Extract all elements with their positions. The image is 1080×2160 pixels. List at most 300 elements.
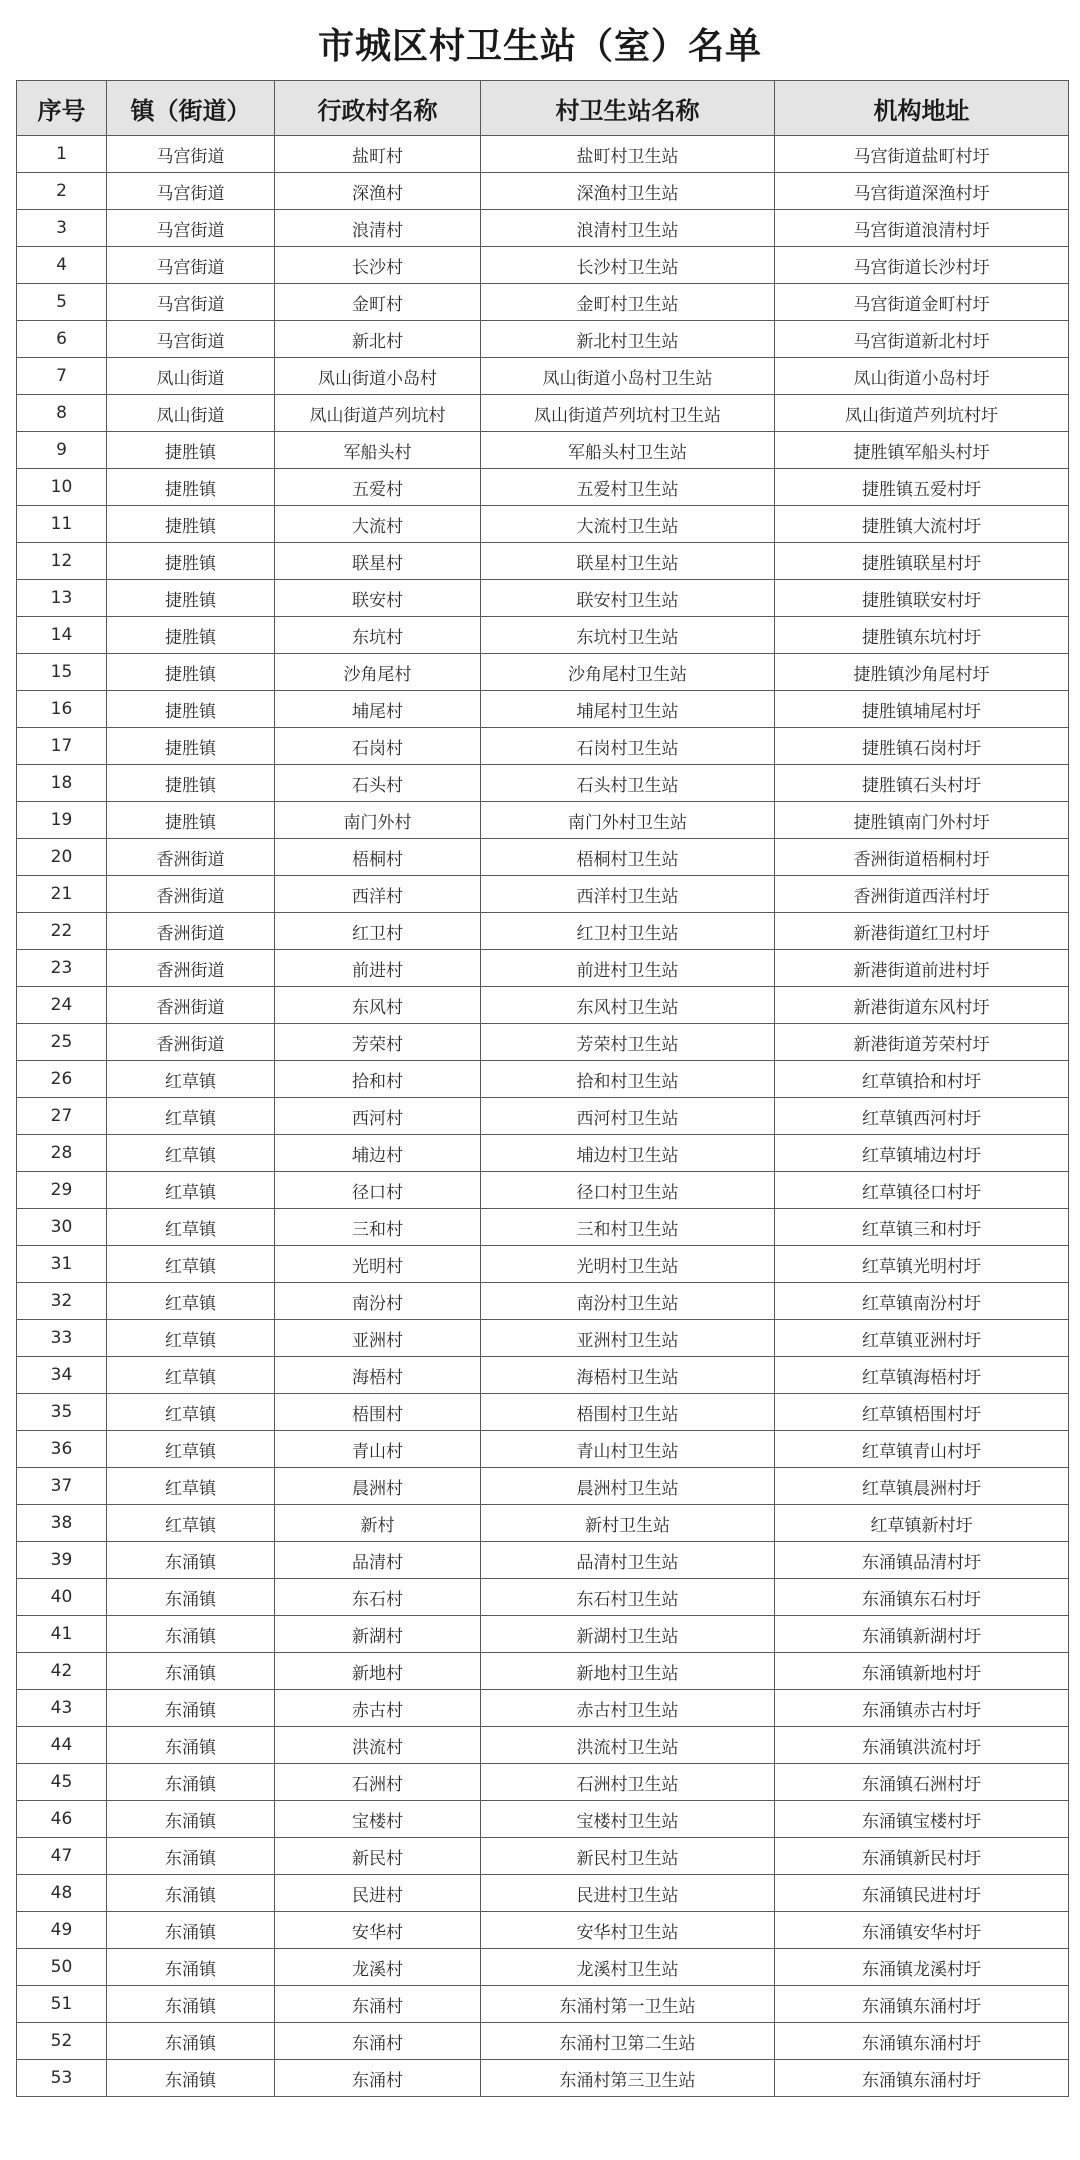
village-cell: 龙溪村: [275, 1949, 481, 1986]
address-cell: 东涌镇宝楼村圩: [775, 1801, 1069, 1838]
row-index-cell: 13: [17, 580, 107, 617]
village-cell: 埔尾村: [275, 691, 481, 728]
table-row: [17, 358, 1069, 395]
table-row: [17, 210, 1069, 247]
address-cell: 香洲街道西洋村圩: [775, 876, 1069, 913]
station-name-cell: 赤古村卫生站: [481, 1690, 775, 1727]
row-index-cell: 31: [17, 1246, 107, 1283]
town-cell: 红草镇: [107, 1431, 275, 1468]
village-cell: 拾和村: [275, 1061, 481, 1098]
town-cell: 马宫街道: [107, 210, 275, 247]
town-cell: 东涌镇: [107, 1838, 275, 1875]
station-name-cell: 光明村卫生站: [481, 1246, 775, 1283]
row-index-cell: 45: [17, 1764, 107, 1801]
town-cell: 东涌镇: [107, 1727, 275, 1764]
address-cell: 东涌镇石洲村圩: [775, 1764, 1069, 1801]
village-cell: 梧围村: [275, 1394, 481, 1431]
row-index-cell: 51: [17, 1986, 107, 2023]
village-cell: 联星村: [275, 543, 481, 580]
village-cell: 五爱村: [275, 469, 481, 506]
town-cell: 捷胜镇: [107, 802, 275, 839]
row-index-cell: 11: [17, 506, 107, 543]
table-row: [17, 136, 1069, 173]
table-row: [17, 2023, 1069, 2060]
address-cell: 红草镇亚洲村圩: [775, 1320, 1069, 1357]
station-name-cell: 西河村卫生站: [481, 1098, 775, 1135]
row-index-cell: 48: [17, 1875, 107, 1912]
station-name-cell: 南门外村卫生站: [481, 802, 775, 839]
town-cell: 捷胜镇: [107, 691, 275, 728]
row-index-cell: 24: [17, 987, 107, 1024]
town-cell: 马宫街道: [107, 173, 275, 210]
station-name-cell: 新村卫生站: [481, 1505, 775, 1542]
table-row: [17, 432, 1069, 469]
table-row: [17, 1727, 1069, 1764]
table-row: [17, 1801, 1069, 1838]
address-cell: 马宫街道新北村圩: [775, 321, 1069, 358]
station-name-cell: 大流村卫生站: [481, 506, 775, 543]
column-header-address: 机构地址: [775, 81, 1069, 136]
address-cell: 红草镇青山村圩: [775, 1431, 1069, 1468]
table-row: [17, 1912, 1069, 1949]
town-cell: 东涌镇: [107, 1653, 275, 1690]
table-row: [17, 1616, 1069, 1653]
village-cell: 赤古村: [275, 1690, 481, 1727]
town-cell: 香洲街道: [107, 876, 275, 913]
table-row: [17, 284, 1069, 321]
address-cell: 红草镇径口村圩: [775, 1172, 1069, 1209]
address-cell: 东涌镇东涌村圩: [775, 2023, 1069, 2060]
address-cell: 红草镇梧围村圩: [775, 1394, 1069, 1431]
row-index-cell: 12: [17, 543, 107, 580]
town-cell: 红草镇: [107, 1098, 275, 1135]
village-cell: 凤山街道小岛村: [275, 358, 481, 395]
town-cell: 东涌镇: [107, 1579, 275, 1616]
village-cell: 新村: [275, 1505, 481, 1542]
address-cell: 捷胜镇东坑村圩: [775, 617, 1069, 654]
address-cell: 马宫街道浪清村圩: [775, 210, 1069, 247]
table-row: [17, 1209, 1069, 1246]
station-name-cell: 三和村卫生站: [481, 1209, 775, 1246]
row-index-cell: 15: [17, 654, 107, 691]
row-index-cell: 4: [17, 247, 107, 284]
station-name-cell: 石头村卫生站: [481, 765, 775, 802]
row-index-cell: 46: [17, 1801, 107, 1838]
town-cell: 捷胜镇: [107, 432, 275, 469]
village-cell: 三和村: [275, 1209, 481, 1246]
town-cell: 香洲街道: [107, 839, 275, 876]
village-cell: 凤山街道芦列坑村: [275, 395, 481, 432]
table-row: [17, 839, 1069, 876]
address-cell: 马宫街道盐町村圩: [775, 136, 1069, 173]
town-cell: 东涌镇: [107, 1949, 275, 1986]
row-index-cell: 3: [17, 210, 107, 247]
clinic-list-table: [16, 80, 1069, 2097]
village-cell: 联安村: [275, 580, 481, 617]
town-cell: 东涌镇: [107, 1912, 275, 1949]
row-index-cell: 18: [17, 765, 107, 802]
village-cell: 青山村: [275, 1431, 481, 1468]
address-cell: 东涌镇新地村圩: [775, 1653, 1069, 1690]
town-cell: 东涌镇: [107, 1542, 275, 1579]
station-name-cell: 浪清村卫生站: [481, 210, 775, 247]
row-index-cell: 41: [17, 1616, 107, 1653]
row-index-cell: 23: [17, 950, 107, 987]
table-row: [17, 617, 1069, 654]
village-cell: 浪清村: [275, 210, 481, 247]
column-header-village: 行政村名称: [275, 81, 481, 136]
town-cell: 红草镇: [107, 1505, 275, 1542]
station-name-cell: 东涌村第一卫生站: [481, 1986, 775, 2023]
station-name-cell: 晨洲村卫生站: [481, 1468, 775, 1505]
station-name-cell: 品清村卫生站: [481, 1542, 775, 1579]
row-index-cell: 40: [17, 1579, 107, 1616]
town-cell: 红草镇: [107, 1172, 275, 1209]
town-cell: 捷胜镇: [107, 469, 275, 506]
address-cell: 东涌镇东石村圩: [775, 1579, 1069, 1616]
table-header-row: [17, 81, 1069, 136]
row-index-cell: 21: [17, 876, 107, 913]
station-name-cell: 东涌村卫第二生站: [481, 2023, 775, 2060]
page-title: 市城区村卫生站（室）名单: [317, 26, 762, 67]
town-cell: 捷胜镇: [107, 728, 275, 765]
row-index-cell: 39: [17, 1542, 107, 1579]
station-name-cell: 石洲村卫生站: [481, 1764, 775, 1801]
address-cell: 捷胜镇大流村圩: [775, 506, 1069, 543]
row-index-cell: 6: [17, 321, 107, 358]
table-row: [17, 1986, 1069, 2023]
town-cell: 马宫街道: [107, 247, 275, 284]
station-name-cell: 新湖村卫生站: [481, 1616, 775, 1653]
row-index-cell: 14: [17, 617, 107, 654]
table-row: [17, 950, 1069, 987]
address-cell: 东涌镇洪流村圩: [775, 1727, 1069, 1764]
station-name-cell: 拾和村卫生站: [481, 1061, 775, 1098]
town-cell: 捷胜镇: [107, 654, 275, 691]
address-cell: 红草镇晨洲村圩: [775, 1468, 1069, 1505]
town-cell: 凤山街道: [107, 395, 275, 432]
town-cell: 红草镇: [107, 1394, 275, 1431]
village-cell: 西洋村: [275, 876, 481, 913]
station-name-cell: 盐町村卫生站: [481, 136, 775, 173]
row-index-cell: 53: [17, 2060, 107, 2097]
village-cell: 亚洲村: [275, 1320, 481, 1357]
station-name-cell: 新北村卫生站: [481, 321, 775, 358]
table-row: [17, 1246, 1069, 1283]
address-cell: 马宫街道长沙村圩: [775, 247, 1069, 284]
row-index-cell: 26: [17, 1061, 107, 1098]
station-name-cell: 宝楼村卫生站: [481, 1801, 775, 1838]
station-name-cell: 径口村卫生站: [481, 1172, 775, 1209]
table-row: [17, 1653, 1069, 1690]
row-index-cell: 17: [17, 728, 107, 765]
row-index-cell: 35: [17, 1394, 107, 1431]
village-cell: 长沙村: [275, 247, 481, 284]
village-cell: 东涌村: [275, 2023, 481, 2060]
town-cell: 捷胜镇: [107, 543, 275, 580]
village-cell: 东坑村: [275, 617, 481, 654]
table-row: [17, 1283, 1069, 1320]
row-index-cell: 42: [17, 1653, 107, 1690]
column-header-index: 序号: [17, 81, 107, 136]
table-row: [17, 1098, 1069, 1135]
table-row: [17, 469, 1069, 506]
village-cell: 晨洲村: [275, 1468, 481, 1505]
table-row: [17, 506, 1069, 543]
village-cell: 盐町村: [275, 136, 481, 173]
table-row: [17, 1764, 1069, 1801]
station-name-cell: 长沙村卫生站: [481, 247, 775, 284]
address-cell: 香洲街道梧桐村圩: [775, 839, 1069, 876]
village-cell: 梧桐村: [275, 839, 481, 876]
village-cell: 军船头村: [275, 432, 481, 469]
table-row: [17, 765, 1069, 802]
row-index-cell: 20: [17, 839, 107, 876]
town-cell: 马宫街道: [107, 136, 275, 173]
row-index-cell: 29: [17, 1172, 107, 1209]
village-cell: 东石村: [275, 1579, 481, 1616]
address-cell: 东涌镇民进村圩: [775, 1875, 1069, 1912]
table-row: [17, 876, 1069, 913]
address-cell: 捷胜镇石头村圩: [775, 765, 1069, 802]
station-name-cell: 深渔村卫生站: [481, 173, 775, 210]
address-cell: 红草镇埔边村圩: [775, 1135, 1069, 1172]
station-name-cell: 军船头村卫生站: [481, 432, 775, 469]
address-cell: 红草镇光明村圩: [775, 1246, 1069, 1283]
town-cell: 东涌镇: [107, 1875, 275, 1912]
table-row: [17, 802, 1069, 839]
row-index-cell: 5: [17, 284, 107, 321]
town-cell: 红草镇: [107, 1209, 275, 1246]
town-cell: 东涌镇: [107, 2023, 275, 2060]
table-body: [17, 136, 1069, 2097]
table-row: [17, 543, 1069, 580]
row-index-cell: 44: [17, 1727, 107, 1764]
town-cell: 东涌镇: [107, 2060, 275, 2097]
address-cell: 东涌镇赤古村圩: [775, 1690, 1069, 1727]
station-name-cell: 联星村卫生站: [481, 543, 775, 580]
village-cell: 红卫村: [275, 913, 481, 950]
table-row: [17, 580, 1069, 617]
address-cell: 凤山街道小岛村圩: [775, 358, 1069, 395]
station-name-cell: 石岗村卫生站: [481, 728, 775, 765]
village-cell: 新湖村: [275, 1616, 481, 1653]
table-row: [17, 1690, 1069, 1727]
town-cell: 捷胜镇: [107, 580, 275, 617]
village-cell: 宝楼村: [275, 1801, 481, 1838]
village-cell: 深渔村: [275, 173, 481, 210]
village-cell: 沙角尾村: [275, 654, 481, 691]
table-row: [17, 1542, 1069, 1579]
table-row: [17, 1357, 1069, 1394]
station-name-cell: 安华村卫生站: [481, 1912, 775, 1949]
row-index-cell: 52: [17, 2023, 107, 2060]
row-index-cell: 33: [17, 1320, 107, 1357]
town-cell: 红草镇: [107, 1468, 275, 1505]
station-name-cell: 联安村卫生站: [481, 580, 775, 617]
row-index-cell: 38: [17, 1505, 107, 1542]
row-index-cell: 1: [17, 136, 107, 173]
town-cell: 东涌镇: [107, 1616, 275, 1653]
village-cell: 前进村: [275, 950, 481, 987]
village-cell: 新北村: [275, 321, 481, 358]
town-cell: 红草镇: [107, 1135, 275, 1172]
row-index-cell: 36: [17, 1431, 107, 1468]
address-cell: 红草镇西河村圩: [775, 1098, 1069, 1135]
address-cell: 东涌镇东涌村圩: [775, 2060, 1069, 2097]
village-cell: 石岗村: [275, 728, 481, 765]
village-cell: 南汾村: [275, 1283, 481, 1320]
address-cell: 新港街道红卫村圩: [775, 913, 1069, 950]
town-cell: 凤山街道: [107, 358, 275, 395]
address-cell: 东涌镇品清村圩: [775, 1542, 1069, 1579]
village-cell: 品清村: [275, 1542, 481, 1579]
station-name-cell: 南汾村卫生站: [481, 1283, 775, 1320]
station-name-cell: 前进村卫生站: [481, 950, 775, 987]
table-row: [17, 1875, 1069, 1912]
row-index-cell: 34: [17, 1357, 107, 1394]
row-index-cell: 43: [17, 1690, 107, 1727]
table-row: [17, 913, 1069, 950]
town-cell: 捷胜镇: [107, 506, 275, 543]
town-cell: 马宫街道: [107, 321, 275, 358]
station-name-cell: 金町村卫生站: [481, 284, 775, 321]
village-cell: 东涌村: [275, 2060, 481, 2097]
address-cell: 捷胜镇军船头村圩: [775, 432, 1069, 469]
row-index-cell: 47: [17, 1838, 107, 1875]
row-index-cell: 19: [17, 802, 107, 839]
address-cell: 红草镇拾和村圩: [775, 1061, 1069, 1098]
table-row: [17, 691, 1069, 728]
table-row: [17, 1061, 1069, 1098]
table-row: [17, 1394, 1069, 1431]
town-cell: 香洲街道: [107, 1024, 275, 1061]
town-cell: 东涌镇: [107, 1986, 275, 2023]
address-cell: 东涌镇新民村圩: [775, 1838, 1069, 1875]
village-cell: 新地村: [275, 1653, 481, 1690]
address-cell: 东涌镇新湖村圩: [775, 1616, 1069, 1653]
address-cell: 新港街道东风村圩: [775, 987, 1069, 1024]
row-index-cell: 37: [17, 1468, 107, 1505]
village-cell: 南门外村: [275, 802, 481, 839]
address-cell: 捷胜镇南门外村圩: [775, 802, 1069, 839]
village-cell: 光明村: [275, 1246, 481, 1283]
row-index-cell: 2: [17, 173, 107, 210]
address-cell: 捷胜镇石岗村圩: [775, 728, 1069, 765]
station-name-cell: 梧围村卫生站: [481, 1394, 775, 1431]
address-cell: 捷胜镇五爱村圩: [775, 469, 1069, 506]
table-row: [17, 1172, 1069, 1209]
table-row: [17, 1431, 1069, 1468]
town-cell: 捷胜镇: [107, 617, 275, 654]
village-cell: 金町村: [275, 284, 481, 321]
address-cell: 红草镇新村圩: [775, 1505, 1069, 1542]
village-cell: 大流村: [275, 506, 481, 543]
town-cell: 东涌镇: [107, 1690, 275, 1727]
village-cell: 径口村: [275, 1172, 481, 1209]
village-cell: 安华村: [275, 1912, 481, 1949]
row-index-cell: 22: [17, 913, 107, 950]
table-row: [17, 395, 1069, 432]
address-cell: 东涌镇龙溪村圩: [775, 1949, 1069, 1986]
column-header-town: 镇（街道）: [107, 81, 275, 136]
town-cell: 红草镇: [107, 1246, 275, 1283]
station-name-cell: 洪流村卫生站: [481, 1727, 775, 1764]
address-cell: 新港街道芳荣村圩: [775, 1024, 1069, 1061]
station-name-cell: 凤山街道小岛村卫生站: [481, 358, 775, 395]
village-cell: 海梧村: [275, 1357, 481, 1394]
village-cell: 石头村: [275, 765, 481, 802]
table-row: [17, 1135, 1069, 1172]
village-cell: 洪流村: [275, 1727, 481, 1764]
address-cell: 马宫街道金町村圩: [775, 284, 1069, 321]
station-name-cell: 海梧村卫生站: [481, 1357, 775, 1394]
village-cell: 石洲村: [275, 1764, 481, 1801]
station-name-cell: 五爱村卫生站: [481, 469, 775, 506]
town-cell: 东涌镇: [107, 1764, 275, 1801]
table-row: [17, 987, 1069, 1024]
village-cell: 芳荣村: [275, 1024, 481, 1061]
town-cell: 马宫街道: [107, 284, 275, 321]
table-row: [17, 1320, 1069, 1357]
station-name-cell: 东石村卫生站: [481, 1579, 775, 1616]
town-cell: 红草镇: [107, 1061, 275, 1098]
town-cell: 红草镇: [107, 1357, 275, 1394]
address-cell: 马宫街道深渔村圩: [775, 173, 1069, 210]
town-cell: 香洲街道: [107, 987, 275, 1024]
station-name-cell: 新民村卫生站: [481, 1838, 775, 1875]
table-row: [17, 1505, 1069, 1542]
row-index-cell: 7: [17, 358, 107, 395]
address-cell: 凤山街道芦列坑村圩: [775, 395, 1069, 432]
town-cell: 东涌镇: [107, 1801, 275, 1838]
village-cell: 埔边村: [275, 1135, 481, 1172]
address-cell: 新港街道前进村圩: [775, 950, 1069, 987]
town-cell: 红草镇: [107, 1283, 275, 1320]
row-index-cell: 32: [17, 1283, 107, 1320]
row-index-cell: 27: [17, 1098, 107, 1135]
table-row: [17, 728, 1069, 765]
address-cell: 捷胜镇联星村圩: [775, 543, 1069, 580]
table-row: [17, 321, 1069, 358]
station-name-cell: 青山村卫生站: [481, 1431, 775, 1468]
row-index-cell: 30: [17, 1209, 107, 1246]
address-cell: 红草镇南汾村圩: [775, 1283, 1069, 1320]
station-name-cell: 东风村卫生站: [481, 987, 775, 1024]
row-index-cell: 9: [17, 432, 107, 469]
village-cell: 民进村: [275, 1875, 481, 1912]
table-row: [17, 1949, 1069, 1986]
column-header-station: 村卫生站名称: [481, 81, 775, 136]
station-name-cell: 新地村卫生站: [481, 1653, 775, 1690]
address-cell: 捷胜镇埔尾村圩: [775, 691, 1069, 728]
table-row: [17, 2060, 1069, 2097]
row-index-cell: 8: [17, 395, 107, 432]
table-row: [17, 247, 1069, 284]
station-name-cell: 芳荣村卫生站: [481, 1024, 775, 1061]
table-row: [17, 654, 1069, 691]
station-name-cell: 沙角尾村卫生站: [481, 654, 775, 691]
row-index-cell: 25: [17, 1024, 107, 1061]
station-name-cell: 西洋村卫生站: [481, 876, 775, 913]
village-cell: 西河村: [275, 1098, 481, 1135]
village-cell: 东风村: [275, 987, 481, 1024]
table-row: [17, 1579, 1069, 1616]
table-row: [17, 1468, 1069, 1505]
station-name-cell: 龙溪村卫生站: [481, 1949, 775, 1986]
address-cell: 红草镇海梧村圩: [775, 1357, 1069, 1394]
table-row: [17, 173, 1069, 210]
